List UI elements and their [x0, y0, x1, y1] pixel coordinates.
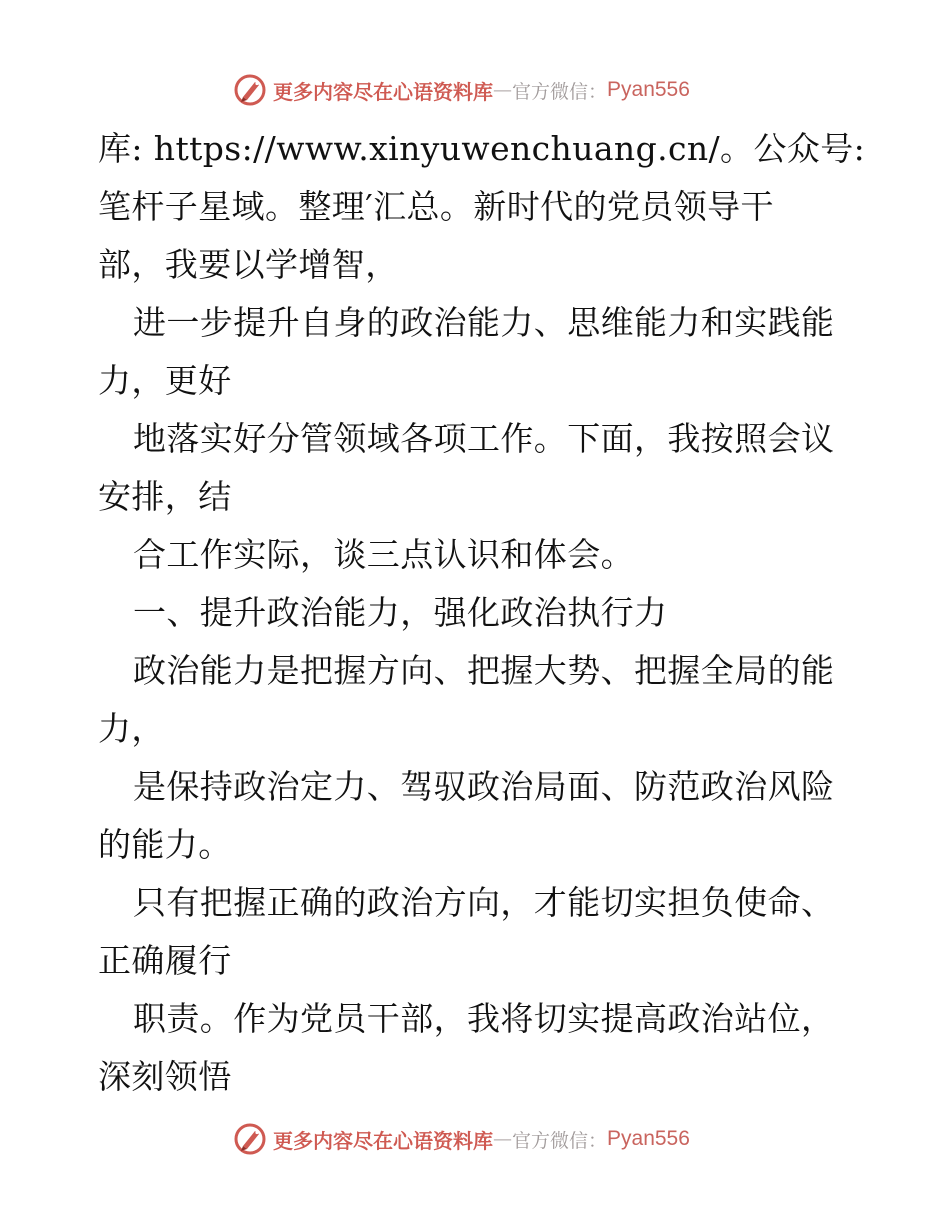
body-line: 的能力。: [98, 825, 232, 864]
header-wechat-id: Pyan556: [607, 78, 690, 101]
body-line: 正确履行: [98, 941, 232, 980]
header-wechat-label: 官方微信：: [512, 80, 608, 103]
body-line: 职责。作为党员干部，我将切实提高政治站位，: [133, 999, 835, 1038]
body-line: 库: https://www.xinyuwenchuang.cn/。公众号:: [98, 129, 866, 168]
body-line: 政治能力是把握方向、把握大势、把握全局的能: [133, 651, 835, 690]
body-line: 是保持政治定力、驾驭政治局面、防范政治风险: [133, 767, 835, 806]
body-line: 进一步提升自身的政治能力、思维能力和实践能: [133, 303, 835, 342]
footer-wechat-id: Pyan556: [607, 1127, 690, 1150]
body-line: 地落实好分管领域各项工作。下面，我按照会议: [133, 419, 835, 458]
body-line: 深刻领悟: [98, 1057, 232, 1096]
header-separator: —: [493, 79, 512, 101]
section-heading: 一、提升政治能力，强化政治执行力: [133, 593, 668, 632]
pen-logo-icon: [233, 73, 267, 107]
body-line: 笔杆子星域。整理′汇总。新时代的党员领导干: [98, 187, 774, 226]
body-line: 合工作实际，谈三点认识和体会。: [133, 535, 634, 574]
footer-wechat-label: 官方微信：: [512, 1129, 608, 1152]
header-brand: 更多内容尽在心语资料库: [273, 79, 493, 104]
footer-watermark: [233, 1121, 690, 1157]
body-line: 力，: [98, 709, 165, 748]
footer-separator: —: [493, 1128, 512, 1150]
header-watermark: [233, 72, 690, 108]
pen-logo-icon: [233, 1122, 267, 1156]
body-line: 力，更好: [98, 361, 232, 400]
footer-brand: 更多内容尽在心语资料库: [273, 1128, 493, 1153]
body-line: 安排，结: [98, 477, 232, 516]
body-line: 只有把握正确的政治方向，才能切实担负使命、: [133, 883, 835, 922]
body-line: 部，我要以学增智，: [98, 245, 399, 284]
